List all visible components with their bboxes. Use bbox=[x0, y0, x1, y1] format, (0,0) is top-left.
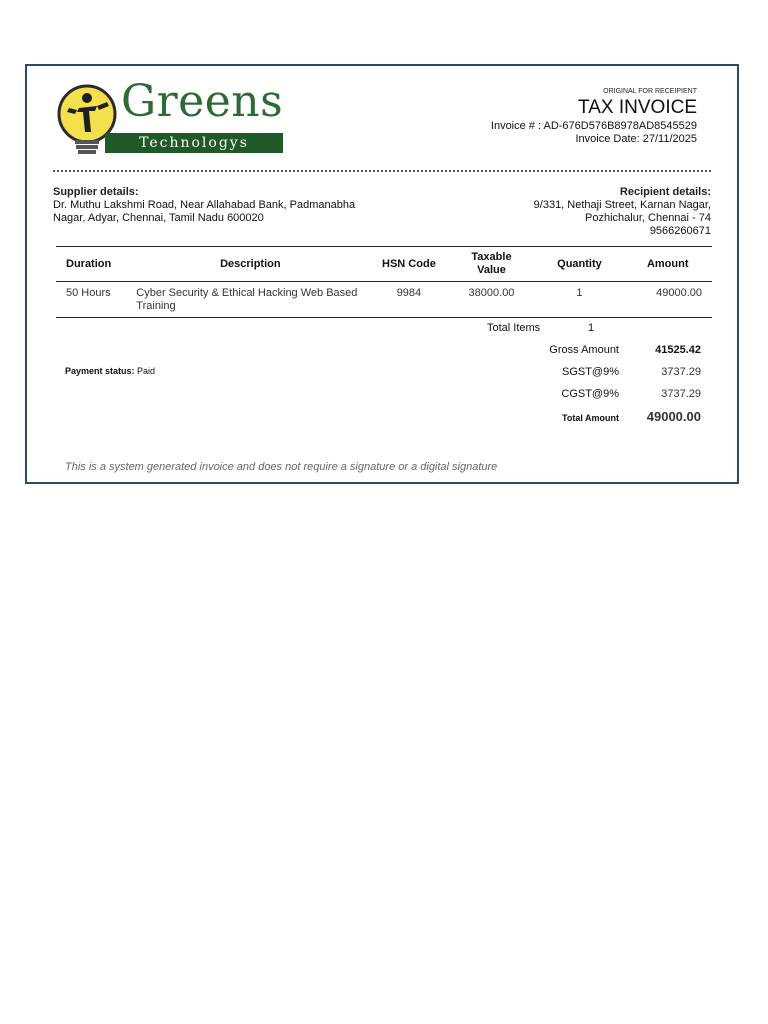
invoice-date: 27/11/2025 bbox=[642, 133, 697, 145]
supplier-address-line1: Dr. Muthu Lakshmi Road, Near Allahabad Bank, Padmanabha bbox=[53, 199, 356, 211]
row-quantity: 1 bbox=[536, 282, 624, 318]
invoice-number: AD-676D576B8978AD8545529 bbox=[543, 120, 697, 132]
recipient-details bbox=[451, 186, 711, 238]
col-amount: Amount bbox=[623, 247, 712, 282]
supplier-details bbox=[53, 186, 383, 225]
sgst-value: 3737.29 bbox=[661, 366, 701, 378]
table-row bbox=[56, 282, 712, 318]
recipient-phone: 9566260671 bbox=[649, 225, 711, 237]
row-description: Cyber Security & Ethical Hacking Web Based Training bbox=[130, 282, 370, 318]
line-items-table bbox=[56, 246, 712, 318]
col-taxable-line2: Value bbox=[477, 264, 506, 276]
row-duration: 50 Hours bbox=[56, 282, 130, 318]
col-description: Description bbox=[130, 247, 370, 282]
invoice-number-label: Invoice # : bbox=[490, 120, 542, 132]
gross-amount-label: Gross Amount bbox=[549, 344, 619, 356]
cgst-value: 3737.29 bbox=[661, 388, 701, 400]
gross-amount-value: 41525.42 bbox=[655, 344, 701, 356]
invoice-date-label: Invoice Date: bbox=[575, 133, 640, 145]
payment-status-label: Payment status: bbox=[65, 366, 135, 376]
copy-label: ORIGINAL FOR RECEIPIENT bbox=[603, 88, 697, 95]
col-taxable-line1: Taxable bbox=[471, 251, 512, 263]
total-amount-label: Total Amount bbox=[562, 413, 619, 423]
supplier-address-line2: Nagar, Adyar, Chennai, Tamil Nadu 600020 bbox=[53, 212, 264, 224]
company-logo bbox=[55, 76, 285, 156]
recipient-address-line1: 9/331, Nethaji Street, Karnan Nagar, bbox=[533, 199, 711, 211]
footer-note: This is a system generated invoice and does not require a signature or a digital signature bbox=[65, 461, 498, 473]
payment-status-value: Paid bbox=[137, 366, 156, 376]
payment-status bbox=[65, 366, 155, 376]
recipient-address-line2: Pozhichalur, Chennai - 74 bbox=[585, 212, 711, 224]
brand-tagline: Technologys bbox=[105, 133, 283, 153]
sgst-label: SGST@9% bbox=[561, 366, 619, 378]
col-duration: Duration bbox=[56, 247, 130, 282]
invoice-number-line bbox=[491, 120, 697, 132]
total-amount-value: 49000.00 bbox=[646, 409, 701, 424]
page-title: TAX INVOICE bbox=[578, 97, 697, 118]
table-header-row bbox=[56, 247, 712, 282]
total-items-label: Total Items bbox=[487, 322, 541, 334]
col-quantity: Quantity bbox=[536, 247, 624, 282]
recipient-label: Recipient details: bbox=[619, 186, 711, 198]
col-hsn: HSN Code bbox=[370, 247, 447, 282]
invoice-date-line bbox=[491, 133, 697, 145]
col-taxable bbox=[447, 247, 535, 282]
brand-name: Greens bbox=[121, 76, 284, 127]
row-taxable: 38000.00 bbox=[447, 282, 535, 318]
cgst-label: CGST@9% bbox=[561, 388, 619, 400]
invoice-header bbox=[491, 88, 697, 145]
invoice-document bbox=[25, 64, 739, 484]
row-hsn: 9984 bbox=[370, 282, 447, 318]
total-items-value: 1 bbox=[588, 322, 595, 334]
dotted-divider bbox=[53, 170, 711, 172]
supplier-label: Supplier details: bbox=[53, 186, 139, 198]
row-amount: 49000.00 bbox=[623, 282, 712, 318]
